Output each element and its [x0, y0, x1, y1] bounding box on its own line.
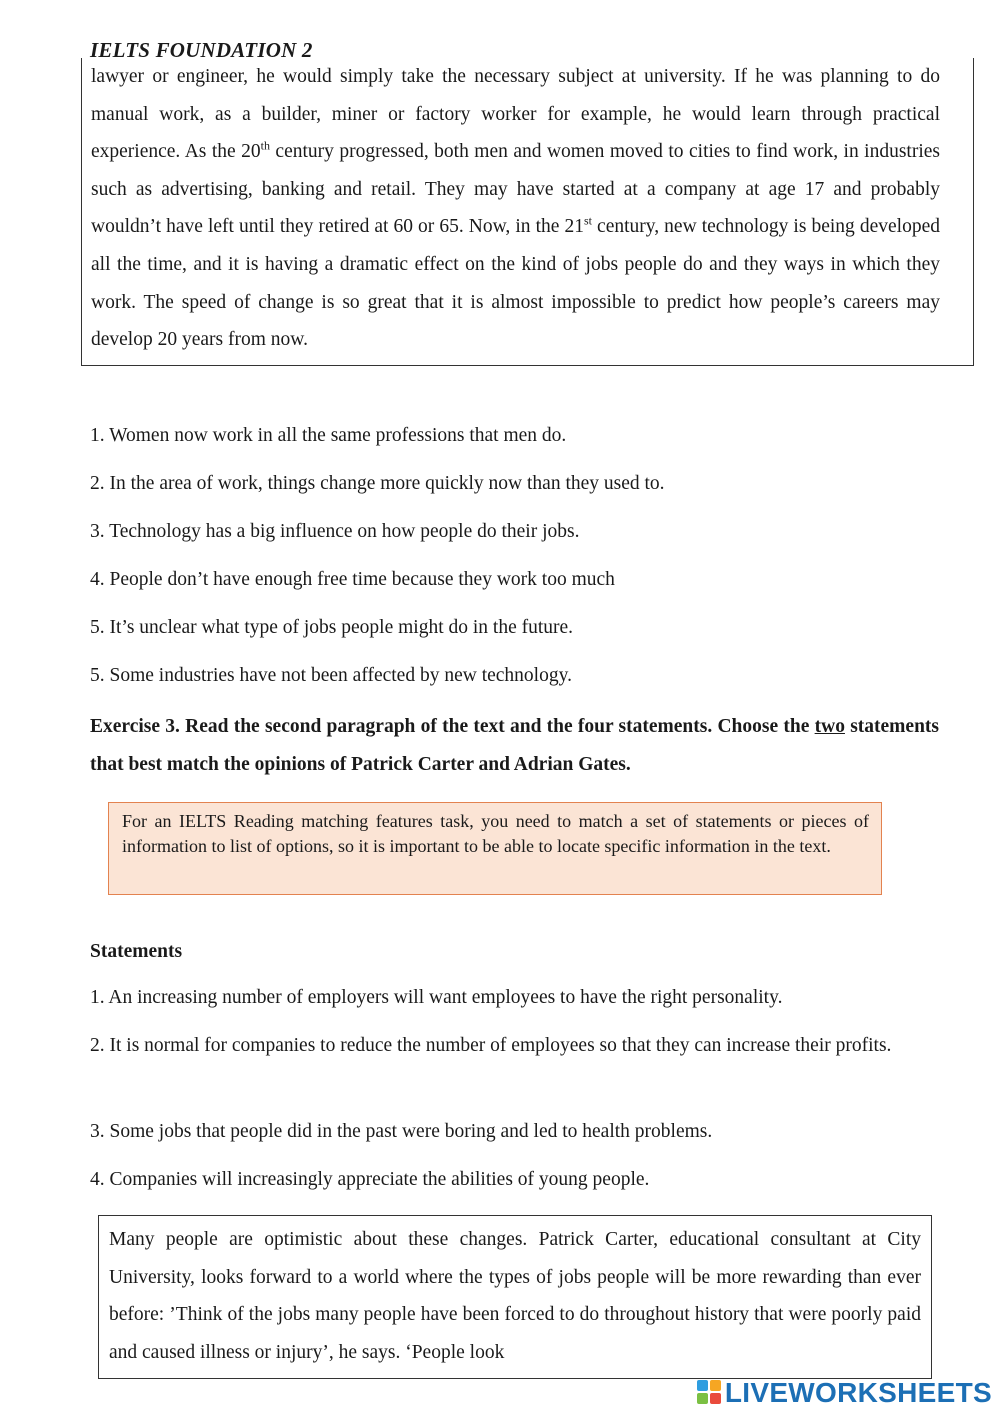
logo-text: LIVEWORKSHEETS — [724, 1377, 992, 1408]
liveworksheets-logo-icon — [697, 1380, 723, 1406]
question-list — [90, 422, 940, 710]
reading-passage-bottom — [98, 1215, 932, 1379]
question-item: 3. Technology has a big influence on how people do their jobs. — [90, 521, 580, 542]
question-item: 4. People don’t have enough free time because they work too much — [90, 569, 615, 590]
statement-item: 2. It is normal for companies to reduce the number of employees so that they can increase their profits. — [90, 1035, 892, 1056]
liveworksheets-logo[interactable] — [697, 1377, 992, 1409]
statement-item: 4. Companies will increasingly appreciate the abilities of young people. — [90, 1169, 650, 1190]
page-header: IELTS FOUNDATION 2 — [90, 38, 313, 62]
statements-heading: Statements — [90, 941, 183, 962]
question-item: 5. It’s unclear what type of jobs people might do in the future. — [90, 617, 574, 638]
passage-bottom-text: Many people are optimistic about these changes. Patrick Carter, educational consultant at City University, looks forward to a world where the types of jobs people will be more rewarding than ever before: ’Think of the jobs many people have been forced to do throughout history that were poorly paid and caused illness or injury’, he says. ‘People look — [109, 1229, 921, 1363]
question-item: 2. In the area of work, things change more quickly now than they used to. — [90, 473, 665, 494]
tip-text: For an IELTS Reading matching features task, you need to match a set of statements or pieces of information to list of options, so it is important to be able to locate specific information in the text. — [122, 811, 869, 856]
exercise-3-instructions: Exercise 3. Read the second paragraph of the text and the four statements. Choose the two statements that best match the opinions of Patrick Carter and Adrian Gates. — [90, 716, 940, 775]
reading-passage-top — [81, 58, 974, 366]
tip-box — [108, 802, 882, 895]
passage-top-text: lawyer or engineer, he would simply take the necessary subject at university. If he was planning to do manual work, as a builder, miner or factory worker for example, he would learn through practical experience. As the 20th century progressed, both men and women moved to cities to find work, in industries such as advertising, banking and retail. They may have started at a company at age 17 and probably wouldn’t have left until they retired at 60 or 65. Now, in the 21st century, new technology is being developed all the time, and it is having a dramatic effect on the kind of jobs people do and they ways in which they work. The speed of change is so great that it is almost impossible to predict how people’s careers may develop 20 years from now. — [91, 66, 940, 351]
question-item: 5. Some industries have not been affected by new technology. — [90, 665, 572, 686]
question-item: 1. Women now work in all the same professions that men do. — [90, 425, 567, 446]
statement-item: 3. Some jobs that people did in the past were boring and led to health problems. — [90, 1121, 713, 1142]
statement-list — [90, 984, 939, 1214]
statement-item: 1. An increasing number of employers will want employees to have the right personality. — [90, 987, 783, 1008]
